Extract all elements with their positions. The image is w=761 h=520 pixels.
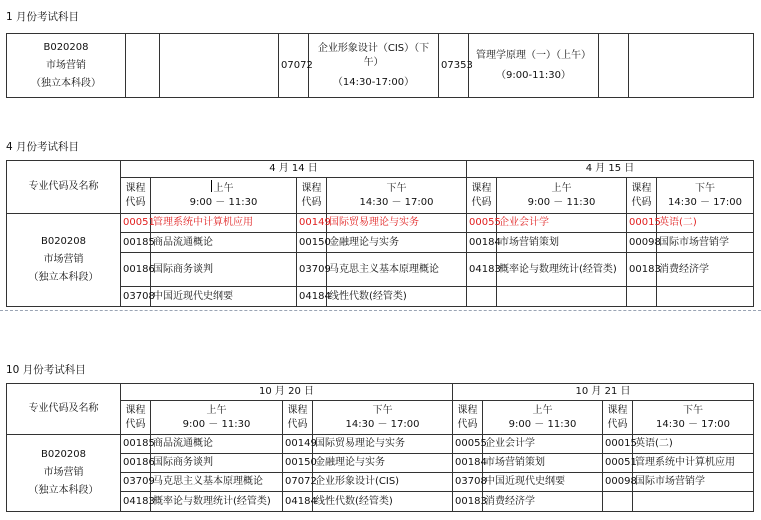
major-name: 市场营销 xyxy=(43,467,84,478)
course-code: 04184 xyxy=(297,287,327,307)
course-name: 管理系统中计算机应用 xyxy=(151,214,297,233)
pm-label: 下午 xyxy=(695,182,715,194)
course-name: 企业形象设计（CIS）（下午） xyxy=(317,42,430,68)
course-name: 国际贸易理论与实务 xyxy=(327,214,467,233)
course-name: 国际市场营销学 xyxy=(633,473,754,492)
day-header: 10 月 20 日 xyxy=(121,384,453,401)
code-header: 课程代码 xyxy=(121,401,151,435)
pm-header xyxy=(313,401,453,435)
major-name: 市场营销 xyxy=(43,254,84,265)
course-time: （9:00-11:30） xyxy=(496,69,571,81)
major-code: B020208 xyxy=(40,236,87,247)
course-name: 管理学原理（一）（上午） xyxy=(476,49,591,61)
course-code: 00185 xyxy=(121,233,151,253)
am-label: 上午 xyxy=(206,404,227,416)
course-name: 中国近现代史纲要 xyxy=(483,473,603,492)
course-code: 07072 xyxy=(283,473,313,492)
course-name: 英语(二) xyxy=(657,214,754,233)
code-header: 课程代码 xyxy=(453,401,483,435)
page-break-divider xyxy=(0,310,761,311)
code-header: 课程代码 xyxy=(283,401,313,435)
course-name: 国际贸易理论与实务 xyxy=(313,435,453,454)
course-name: 英语(二) xyxy=(633,435,754,454)
section-title-jan: 1 月份考试科目 xyxy=(6,11,80,23)
code-header: 课程代码 xyxy=(627,178,657,214)
course-code: 03709 xyxy=(297,253,327,287)
apr-exam-table xyxy=(6,160,754,307)
course-code: 00051 xyxy=(603,454,633,473)
course-code: 00150 xyxy=(283,454,313,473)
course-name: 市场营销策划 xyxy=(483,454,603,473)
pm-label: 下午 xyxy=(386,182,407,194)
course-code xyxy=(467,287,497,307)
course-name xyxy=(657,287,754,307)
course-name xyxy=(633,492,754,512)
am-time: 9:00 － 11:30 xyxy=(189,196,258,208)
course-code: 00185 xyxy=(121,435,151,454)
pm-time: 14:30 － 17:00 xyxy=(656,418,730,430)
pm-label: 下午 xyxy=(372,404,393,416)
course-name: 国际商务谈判 xyxy=(151,454,283,473)
course-code xyxy=(627,287,657,307)
major-code: B020208 xyxy=(43,41,89,53)
major-level: （独立本科段） xyxy=(28,485,99,496)
empty-cell xyxy=(126,34,160,98)
major-header: 专业代码及名称 xyxy=(7,161,121,214)
course-name: 概率论与数理统计(经管类) xyxy=(151,492,283,512)
course-code: 00051 xyxy=(121,214,151,233)
course-code: 00098 xyxy=(603,473,633,492)
course-code: 00055 xyxy=(453,435,483,454)
course-name: 线性代数(经管类) xyxy=(313,492,453,512)
course-code: 07353 xyxy=(439,34,469,98)
course-code: 00186 xyxy=(121,454,151,473)
day-header: 4 月 14 日 xyxy=(121,161,467,178)
am-header xyxy=(483,401,603,435)
course-name-cell xyxy=(309,34,439,98)
code-header: 课程代码 xyxy=(603,401,633,435)
empty-cell xyxy=(160,34,279,98)
course-code: 00184 xyxy=(467,233,497,253)
course-name: 企业会计学 xyxy=(497,214,627,233)
text-cursor xyxy=(211,180,212,192)
course-code: 00150 xyxy=(297,233,327,253)
course-name: 国际商务谈判 xyxy=(151,253,297,287)
course-code: 00015 xyxy=(627,214,657,233)
course-name: 金融理论与实务 xyxy=(327,233,467,253)
course-name: 国际市场营销学 xyxy=(657,233,754,253)
course-name: 马克思主义基本原理概论 xyxy=(151,473,283,492)
pm-header xyxy=(327,178,467,214)
major-code: B020208 xyxy=(40,449,87,460)
course-code: 00098 xyxy=(627,233,657,253)
jan-exam-table xyxy=(6,33,754,98)
course-code: 04183 xyxy=(467,253,497,287)
major-cell xyxy=(7,34,126,98)
course-name: 商品流通概论 xyxy=(151,435,283,454)
course-code: 00149 xyxy=(283,435,313,454)
am-label: 上午 xyxy=(532,404,553,416)
course-code: 00055 xyxy=(467,214,497,233)
major-level: （独立本科段） xyxy=(31,77,101,89)
course-code: 03709 xyxy=(121,473,151,492)
course-name: 企业形象设计(CIS) xyxy=(313,473,453,492)
course-name xyxy=(497,287,627,307)
course-code: 00184 xyxy=(453,454,483,473)
course-name: 概率论与数理统计(经管类) xyxy=(497,253,627,287)
course-code: 00015 xyxy=(603,435,633,454)
am-header xyxy=(151,178,297,214)
course-name: 消费经济学 xyxy=(483,492,603,512)
code-header: 课程代码 xyxy=(121,178,151,214)
course-name: 线性代数(经管类) xyxy=(327,287,467,307)
course-code: 00183 xyxy=(453,492,483,512)
course-name: 中国近现代史纲要 xyxy=(151,287,297,307)
pm-time: 14:30 － 17:00 xyxy=(345,418,420,430)
course-name: 商品流通概论 xyxy=(151,233,297,253)
major-cell xyxy=(7,214,121,307)
am-time: 9:00 － 11:30 xyxy=(182,418,251,430)
course-code: 00183 xyxy=(627,253,657,287)
pm-time: 14:30 － 17:00 xyxy=(668,196,742,208)
am-label: 上午 xyxy=(213,182,234,194)
course-code: 00149 xyxy=(297,214,327,233)
pm-header xyxy=(633,401,754,435)
code-header: 课程代码 xyxy=(297,178,327,214)
major-cell xyxy=(7,435,121,512)
course-name: 马克思主义基本原理概论 xyxy=(327,253,467,287)
course-code: 04183 xyxy=(121,492,151,512)
major-name: 市场营销 xyxy=(46,59,86,71)
am-time: 9:00 － 11:30 xyxy=(508,418,577,430)
code-header: 课程代码 xyxy=(467,178,497,214)
empty-cell xyxy=(599,34,629,98)
day-header: 10 月 21 日 xyxy=(453,384,754,401)
am-time: 9:00 － 11:30 xyxy=(527,196,596,208)
course-name-cell xyxy=(469,34,599,98)
am-header xyxy=(497,178,627,214)
oct-exam-table xyxy=(6,383,754,512)
pm-time: 14:30 － 17:00 xyxy=(359,196,434,208)
day-header: 4 月 15 日 xyxy=(467,161,754,178)
course-code: 03708 xyxy=(453,473,483,492)
course-name: 市场营销策划 xyxy=(497,233,627,253)
course-code xyxy=(603,492,633,512)
course-code: 07072 xyxy=(279,34,309,98)
course-name: 消费经济学 xyxy=(657,253,754,287)
pm-label: 下午 xyxy=(683,404,703,416)
am-header xyxy=(151,401,283,435)
am-label: 上午 xyxy=(551,182,572,194)
course-name: 管理系统中计算机应用 xyxy=(633,454,754,473)
major-level: （独立本科段） xyxy=(28,272,99,283)
course-name: 企业会计学 xyxy=(483,435,603,454)
empty-cell xyxy=(629,34,754,98)
course-code: 04184 xyxy=(283,492,313,512)
major-header: 专业代码及名称 xyxy=(7,384,121,435)
section-title-oct: 10 月份考试科目 xyxy=(6,364,86,376)
section-title-apr: 4 月份考试科目 xyxy=(6,141,80,153)
pm-header xyxy=(657,178,754,214)
course-time: （14:30-17:00） xyxy=(332,76,415,88)
course-name: 金融理论与实务 xyxy=(313,454,453,473)
course-code: 00186 xyxy=(121,253,151,287)
course-code: 03708 xyxy=(121,287,151,307)
